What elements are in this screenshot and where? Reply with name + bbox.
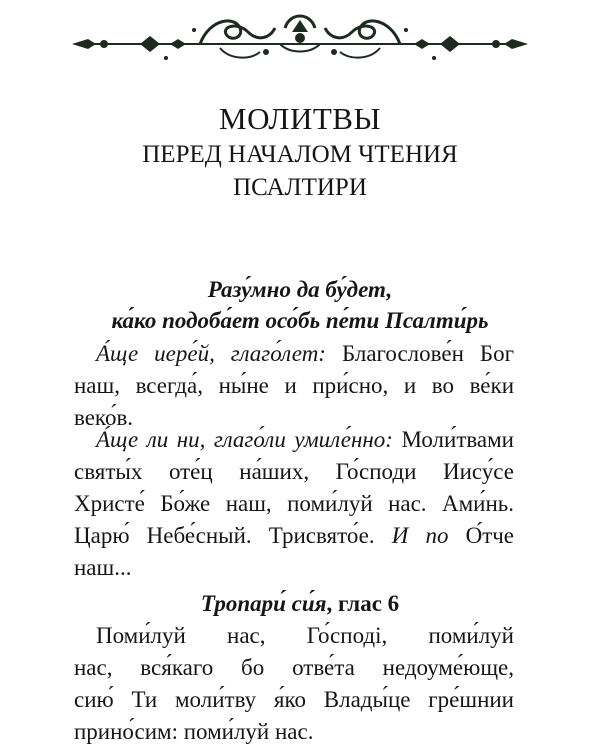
title-sub-1: ПЕРЕД НАЧАЛОМ ЧТЕНИЯ bbox=[142, 141, 458, 168]
paragraph-text: О́тче bbox=[465, 523, 515, 548]
header-ornament bbox=[70, 8, 530, 64]
title-main: МОЛИТВЫ bbox=[219, 101, 381, 136]
paragraph-italic: И по bbox=[391, 523, 449, 548]
title-block bbox=[0, 100, 600, 204]
paragraph-priest bbox=[74, 338, 514, 434]
paragraph-line: святы́х оте́ц на́ших, Го́споди Иису́се bbox=[74, 459, 514, 484]
paragraph-line bbox=[74, 424, 514, 456]
paragraph-line: сию́ Ти моли́тву я́ко Влады́це гре́шнии bbox=[74, 687, 514, 712]
paragraph-line: нас, вся́каго бо отве́та недоуме́юще, bbox=[74, 655, 514, 680]
section-heading-2: ка́ко подоба́ет осо́бь пе́ти Псалти́рь bbox=[111, 308, 489, 333]
tropar-heading bbox=[0, 589, 600, 619]
paragraph-line: наш, всегда́, ны́не и при́сно, и во ве́ки bbox=[74, 373, 514, 398]
paragraph-line bbox=[74, 338, 514, 370]
paragraph-text: Царю́ Небе́сный. Трисвято́е. bbox=[74, 523, 375, 548]
paragraph-tropar bbox=[74, 620, 514, 748]
paragraph-text: Благослове́н Бог bbox=[341, 341, 515, 366]
paragraph-lead: А́ще ли ни, глаго́ли умиле́нно: bbox=[96, 427, 393, 452]
paragraph-line: прино́сим: поми́луй нас. bbox=[74, 719, 314, 744]
paragraph-text: Моли́твами bbox=[401, 427, 514, 452]
title-sub-2: ПСАЛТИРИ bbox=[233, 174, 367, 201]
tropar-heading-rest: , глас 6 bbox=[326, 591, 400, 616]
paragraph-line: Поми́луй нас, Го́сподi, поми́луй bbox=[96, 623, 514, 648]
tropar-heading-italic: Тропари́ си́я bbox=[200, 591, 327, 616]
section-heading-1: Разу́мно да бу́дет, bbox=[207, 277, 393, 302]
paragraph-line: веко́в. bbox=[74, 405, 134, 430]
paragraph-line bbox=[74, 520, 514, 552]
paragraph-line: наш... bbox=[74, 555, 132, 580]
paragraph-line: Христе́ Бо́же наш, поми́луй нас. Ами́нь. bbox=[74, 491, 514, 516]
paragraph-lead: А́ще иере́й, глаго́лет: bbox=[96, 341, 326, 366]
paragraph-layman bbox=[74, 424, 514, 584]
